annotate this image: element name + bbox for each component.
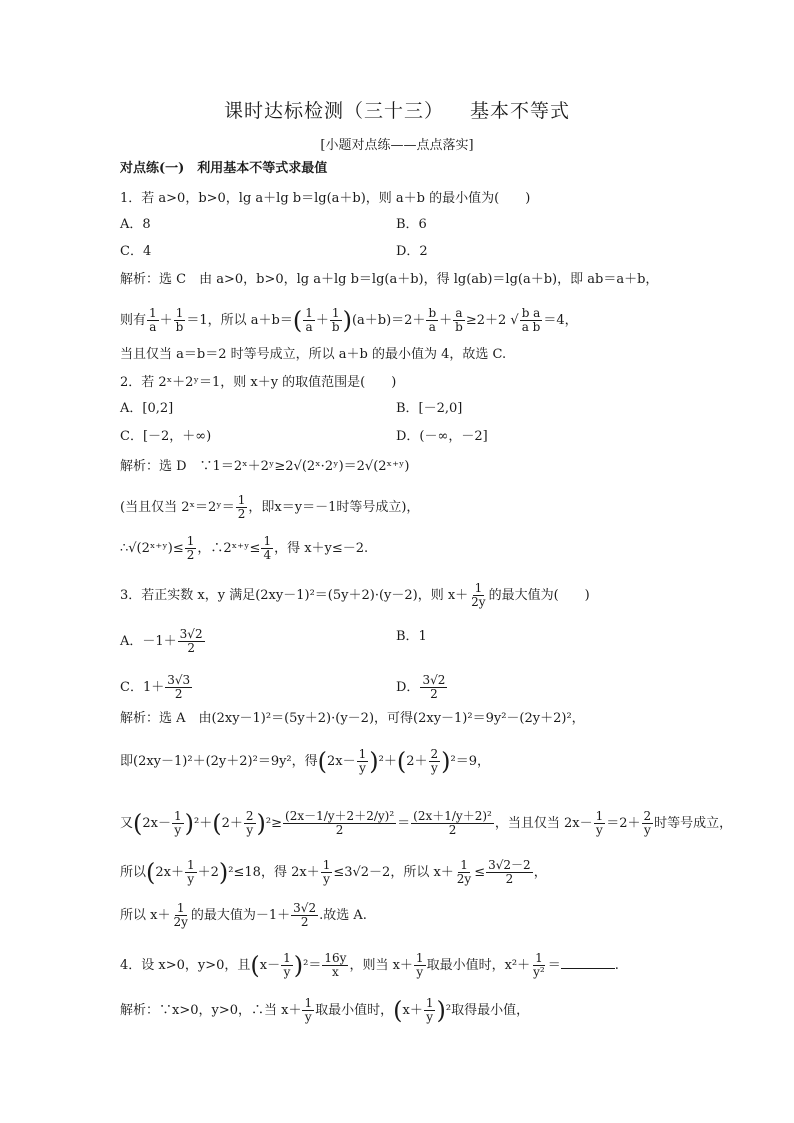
- q3-option-a: A．－1＋ $\frac{3√2}{2}$: [120, 627, 203, 655]
- q2-solution-line3: ∴√(2ˣ⁺ʸ)≤ $\frac{1}{2}$ ，∴2ˣ⁺ʸ≤ $\frac{1}{4}$ ，得 x＋y≤－2.: [120, 534, 369, 562]
- q3-solution-line3: 又(2x－ $\frac{1}{y}$ )²＋(2＋ $\frac{2}{y}$ )²≥ $\frac{\text{(2x－1/y＋2＋2/y)²}}{2}$ ＝ $\frac{\text{(2x＋1/y＋2)²}}{2}$ ，当且仅当 2x－ $\frac{1}{y}$ ＝2＋ $\frac{2}{y}$ 时等号成立，: [120, 809, 733, 838]
- q1-option-a: A．8: [120, 217, 151, 232]
- q3-option-b: B．1: [396, 629, 427, 644]
- q4-solution-line1: 解析：∵x>0，y>0，∴当 x＋ $\frac{1}{y}$ 取最小值时，(x＋ $\frac{1}{y}$ )²取得最小值，: [120, 996, 530, 1025]
- q3-option-c: C．1＋ $\frac{3√3}{2}$: [120, 673, 191, 701]
- q1-option-b: B．6: [396, 217, 427, 232]
- q2-option-a: A．[0,2]: [120, 401, 174, 416]
- q2-solution-line1: 解析：选 D ∵1＝2ˣ＋2ʸ≥2√(2ˣ·2ʸ)＝2√(2ˣ⁺ʸ): [120, 459, 410, 474]
- q2-solution-line2: (当且仅当 2ˣ＝2ʸ＝ $\frac{1}{2}$ ，即x＝y＝－1时等号成立)，: [120, 493, 420, 521]
- q2-stem: 2．若 2ˣ＋2ʸ＝1，则 x＋y 的取值范围是( ): [120, 375, 397, 390]
- q2-option-d: D．(－∞，－2]: [396, 429, 488, 444]
- q1-solution-line3: 当且仅当 a＝b＝2 时等号成立，所以 a＋b 的最小值为 4，故选 C.: [120, 347, 507, 362]
- q3-option-d: D． $\frac{3√2}{2}$: [396, 673, 446, 701]
- q3-solution-line2: 即(2xy－1)²＋(2y＋2)²＝9y²，得(2x－ $\frac{1}{y}$ )²＋(2＋ $\frac{2}{y}$ )²＝9，: [120, 747, 491, 776]
- q1-solution-line1: 解析：选 C 由 a>0，b>0，lg a＋lg b＝lg(a＋b)，得 lg(ab)＝lg(a＋b)，即 ab＝a＋b，: [120, 272, 659, 287]
- page-title: [0, 96, 794, 123]
- q1-stem: 1．若 a>0，b>0，lg a＋lg b＝lg(a＋b)，则 a＋b 的最小值为( ): [120, 191, 531, 206]
- q3-solution-line1: 解析：选 A 由(2xy－1)²＝(5y＋2)·(y－2)，可得(2xy－1)²＝9y²－(2y＋2)²，: [120, 711, 585, 726]
- title-sub: 基本不等式: [470, 100, 571, 122]
- section-heading: 对点练(一) 利用基本不等式求最值: [120, 161, 328, 176]
- title-main: 课时达标检测（三十三）: [223, 100, 444, 122]
- answer-blank[interactable]: [561, 956, 615, 969]
- q3-solution-line5: 所以 x＋ $\frac{1}{2y}$ 的最大值为－1＋ $\frac{3√2}{2}$ .故选 A.: [120, 901, 367, 929]
- q4-stem: 4．设 x>0，y>0，且(x－ $\frac{1}{y}$ )²＝ $\frac{16y}{x}$ ，则当 x＋ $\frac{1}{y}$ 取最小值时，x²＋ $\frac{1}{\text{y²}}$ ＝ .: [120, 951, 619, 980]
- page-subtitle: [小题对点练——点点落实]: [320, 138, 474, 153]
- q2-option-c: C．[－2，＋∞): [120, 429, 212, 444]
- q1-solution-line2: 则有 $\frac{1}{a}$ ＋ $\frac{1}{b}$ ＝1，所以 a＋b＝( $\frac{1}{a}$ ＋ $\frac{1}{b}$ )(a＋b)＝2＋ $\frac{b}{a}$ ＋ $\frac{a}{b}$ ≥2＋2 √ $\frac{\text{b a}}{\text{a b}}$ ＝4，: [120, 306, 578, 335]
- q2-option-b: B．[－2,0]: [396, 401, 463, 416]
- q3-stem: 3．若正实数 x，y 满足(2xy－1)²＝(5y＋2)·(y－2)，则 x＋ $\frac{1}{2y}$ 的最大值为( ): [120, 581, 590, 609]
- q1-option-c: C．4: [120, 244, 152, 259]
- q1-option-d: D．2: [396, 244, 428, 259]
- q3-solution-line4: 所以(2x＋ $\frac{1}{y}$ ＋2)²≤18，得 2x＋ $\frac{1}{y}$ ≤3√2－2，所以 x＋ $\frac{1}{2y}$ ≤ $\frac{3√2-2}{2}$ ，: [120, 858, 547, 887]
